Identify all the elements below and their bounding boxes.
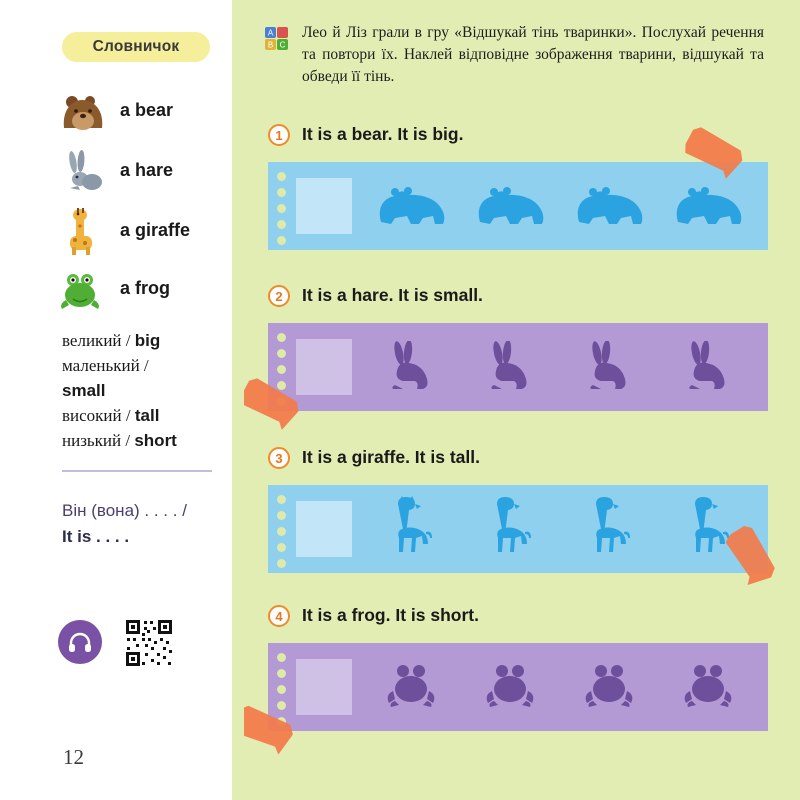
vocab-word: a giraffe <box>120 219 191 240</box>
vocab-item-frog <box>56 260 232 316</box>
task-strip-frog[interactable] <box>268 643 768 731</box>
hare-silhouette <box>482 341 540 393</box>
hare-silhouette <box>581 341 639 393</box>
bear-silhouette <box>474 182 548 230</box>
task-strip-bear[interactable] <box>268 162 768 250</box>
frog-silhouette <box>581 661 639 713</box>
sidebar <box>0 0 232 800</box>
giraffe-silhouette-row <box>352 485 768 573</box>
task-title: It is a hare. It is small. <box>302 285 483 305</box>
bear-silhouette-row <box>352 162 768 250</box>
vocab-item-giraffe <box>56 202 232 258</box>
qr-code-icon[interactable] <box>124 618 174 668</box>
task-1 <box>232 124 800 154</box>
task-strip-giraffe[interactable] <box>268 485 768 573</box>
task-title: It is a bear. It is big. <box>302 124 464 144</box>
vocab-word: a hare <box>120 159 174 180</box>
word-pair-small-ua: маленький / <box>62 356 149 375</box>
task-number: 4 <box>268 605 290 627</box>
word-pair-tall: високий / tall <box>62 406 160 425</box>
abc-listen-icon <box>264 26 290 52</box>
bear-silhouette <box>573 182 647 230</box>
hare-silhouette-row <box>352 323 768 411</box>
intro-text: Лео й Ліз грали в гру «Відшукай тінь тваринки». Послухай речення та повтори їх. Наклей відповідне зображення тварини, відшукай та обведи її тінь. <box>302 24 764 85</box>
giraffe-silhouette <box>487 496 535 562</box>
phrase-block <box>62 498 230 550</box>
strip-holes <box>268 485 294 573</box>
bear-silhouette <box>672 182 746 230</box>
phrase-line-ua: Він (вона) . . . . / <box>62 501 187 520</box>
hare-silhouette <box>680 341 738 393</box>
hare-silhouette <box>383 341 441 393</box>
sticker-placeholder[interactable] <box>296 339 352 395</box>
word-pairs-list <box>62 328 222 453</box>
task-title: It is a giraffe. It is tall. <box>302 447 480 467</box>
svg-text:C: C <box>279 40 286 50</box>
vocab-word: a frog <box>120 277 171 298</box>
vocab-item-bear <box>56 82 232 138</box>
svg-text:B: B <box>267 40 274 50</box>
frog-silhouette <box>482 661 540 713</box>
task-number: 1 <box>268 124 290 146</box>
bear-silhouette <box>375 182 449 230</box>
task-number: 2 <box>268 285 290 307</box>
svg-text:A: A <box>267 28 274 38</box>
divider <box>62 470 212 472</box>
bear-icon <box>56 84 108 136</box>
sticker-placeholder[interactable] <box>296 501 352 557</box>
wavy-edge <box>226 0 244 800</box>
page-number: 12 <box>63 745 84 769</box>
content-panel <box>232 0 800 800</box>
intro-block <box>264 22 764 88</box>
giraffe-silhouette <box>586 496 634 562</box>
task-4 <box>232 605 800 635</box>
vocabulary-title: Словничок <box>62 32 210 62</box>
task-3 <box>232 447 800 477</box>
sticker-placeholder[interactable] <box>296 659 352 715</box>
word-pair-short: низький / short <box>62 431 177 450</box>
frog-silhouette <box>680 661 738 713</box>
vocab-word: a bear <box>120 99 174 120</box>
word-pair-big: великий / big <box>62 331 161 350</box>
giraffe-icon <box>56 204 108 256</box>
sticker-placeholder[interactable] <box>296 178 352 234</box>
frog-icon <box>56 262 108 314</box>
strip-holes <box>268 162 294 250</box>
giraffe-silhouette <box>388 496 436 562</box>
hare-icon <box>56 144 108 196</box>
task-title: It is a frog. It is short. <box>302 605 479 625</box>
word-pair-small-en: small <box>62 381 106 400</box>
headphones-icon[interactable] <box>58 620 102 664</box>
frog-silhouette <box>383 661 441 713</box>
task-strip-hare[interactable] <box>268 323 768 411</box>
task-number: 3 <box>268 447 290 469</box>
phrase-line-en: It is . . . . <box>62 527 130 546</box>
vocab-item-hare <box>56 142 232 198</box>
task-2 <box>232 285 800 315</box>
frog-silhouette-row <box>352 643 768 731</box>
